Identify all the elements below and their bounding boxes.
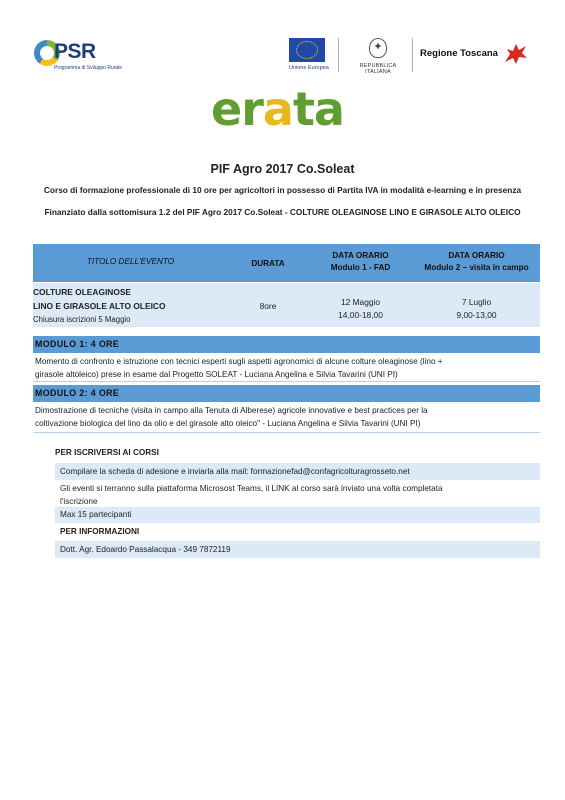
header-module1 — [308, 250, 413, 274]
max-participants — [55, 507, 540, 523]
erata-logo — [211, 82, 344, 136]
header-module2 — [413, 250, 540, 274]
module2-schedule — [413, 296, 540, 322]
pegasus-icon — [502, 40, 530, 68]
header-module2-line2: Modulo 2 – visita in campo — [424, 263, 529, 272]
platform-note-line1: Gli eventi si terranno sulla piattaforma Microsost Teams, il LINK al corso sarà inviato una volta completata — [60, 484, 443, 493]
erata-logo-wheat-letter: a — [262, 82, 293, 136]
module1-description — [33, 354, 540, 382]
contact-info — [55, 541, 540, 558]
header-module2-line1: DATA ORARIO — [448, 251, 505, 260]
platform-note — [55, 482, 540, 508]
course-description: Corso di formazione professionale di 10 ore per agricoltori in possesso di Partita IVA in modalità e-learning e in presenza — [43, 185, 522, 195]
repubblica-logo — [348, 38, 408, 75]
info-heading: PER INFORMAZIONI — [60, 527, 140, 536]
psr-subtitle: Programma di Sviluppo Rurale — [54, 65, 123, 71]
max-participants-text: Max 15 partecipanti — [60, 510, 132, 519]
eu-label: Unione Europea — [289, 65, 329, 71]
module1-heading: MODULO 1: 4 ORE — [33, 336, 540, 353]
platform-note-line2: l'iscrizione — [60, 497, 98, 506]
event-name-line1: COLTURE OLEAGINOSE — [33, 287, 132, 297]
repubblica-label: REPUBBLICA ITALIANA — [359, 63, 397, 75]
enroll-heading: PER ISCRIVERSI AI CORSI — [55, 448, 159, 457]
module2-description-line1: Dimostrazione di tecniche (visita in campo alla Tenuta di Alberese) agricole innovative e best practices per la — [35, 406, 428, 415]
event-name-line2: LINO E GIRASOLE ALTO OLEICO — [33, 301, 166, 311]
psr-logo-text: PSR — [54, 40, 96, 63]
module1-schedule — [308, 296, 413, 322]
italian-emblem-icon — [369, 38, 387, 58]
enroll-instructions-text: Compilare la scheda di adesione e inviarla alla mail: formazionefad@confagricolturagrosseto.net — [60, 467, 410, 476]
table-row — [33, 282, 540, 327]
enroll-instructions — [55, 463, 540, 480]
event-duration: 8ore — [259, 301, 277, 311]
regione-label: Regione Toscana — [420, 48, 498, 59]
closing-date: Chiusura iscrizioni 5 Maggio — [33, 315, 131, 324]
regione-toscana-logo — [418, 38, 530, 74]
module2-heading: MODULO 2: 4 ORE — [33, 385, 540, 402]
module1-description-line2: girasole altoleico) prese in esame dal Progetto SOLEAT - Luciana Angelina e Silvia Tavarini (UNI PI) — [35, 370, 398, 379]
logo-divider — [338, 38, 339, 72]
module1-description-line1: Momento di confronto e istruzione con tecnici esperti sugli aspetti agronomici di alcune colture oleaginose (lino + — [35, 357, 443, 366]
module2-description — [33, 403, 540, 433]
header-title: TITOLO DELL'EVENTO — [86, 257, 175, 266]
psr-logo — [34, 38, 124, 78]
header-duration: DURATA — [251, 259, 285, 268]
erata-logo-part: er — [211, 82, 263, 136]
module2-description-line2: coltivazione biologica del lino da olio e del girasole alto oleico" - Luciana Angelina e Silvia Tavarini (UNI PI) — [35, 419, 421, 428]
event-table — [33, 244, 540, 327]
module2-time: 9,00-13,00 — [456, 310, 497, 320]
eu-flag-icon — [289, 38, 325, 62]
header-module1-line1: DATA ORARIO — [332, 251, 389, 260]
eu-logo — [289, 38, 331, 71]
logo-divider — [412, 38, 413, 72]
module1-date: 12 Maggio — [340, 297, 381, 307]
event-table-header — [33, 244, 540, 282]
module1-time: 14,00-18,00 — [338, 310, 383, 320]
module2-date: 7 Luglio — [461, 297, 492, 307]
erata-logo-part: ta — [292, 82, 344, 136]
page-title: PIF Agro 2017 Co.Soleat — [210, 162, 355, 176]
funding-note: Finanziato dalla sottomisura 1.2 del PIF Agro 2017 Co.Soleat - COLTURE OLEAGINOSE LINO E GIRASOLE ALTO OLEICO — [44, 207, 521, 217]
contact-info-text: Dott. Agr. Edoardo Passalacqua - 349 7872119 — [60, 545, 231, 554]
header-module1-line2: Modulo 1 - FAD — [330, 263, 391, 272]
